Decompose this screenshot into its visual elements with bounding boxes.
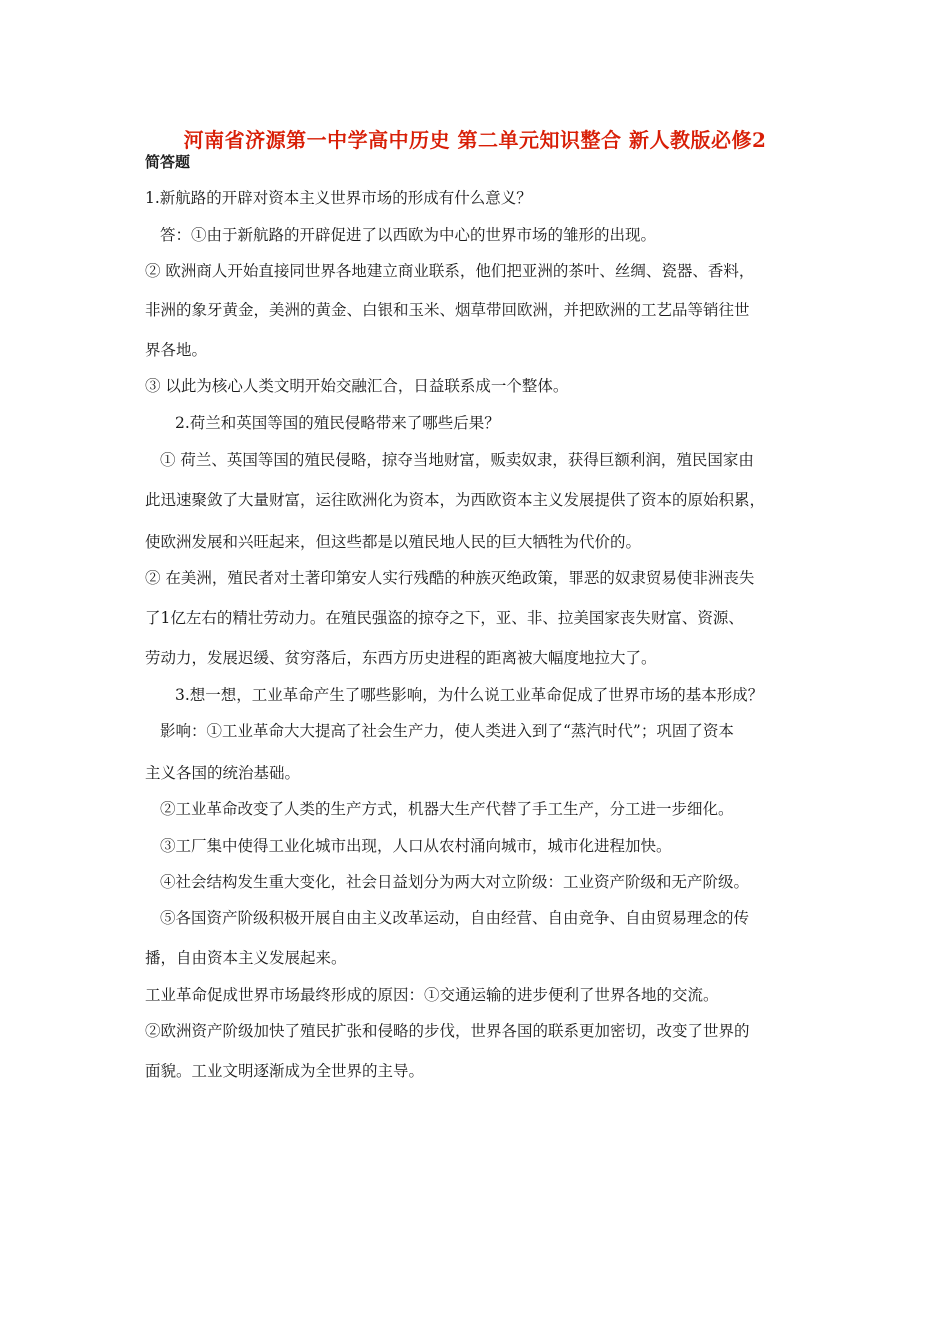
answer-line: 面貌。工业文明逐渐成为全世界的主导。 bbox=[145, 1062, 425, 1080]
answer-line: ②欧洲资产阶级加快了殖民扩张和侵略的步伐，世界各国的联系更加密切，改变了世界的 bbox=[145, 1022, 750, 1040]
section-heading: 简答题 bbox=[145, 153, 191, 171]
answer-line: 界各地。 bbox=[145, 341, 208, 359]
answer-line: 主义各国的统治基础。 bbox=[145, 764, 301, 782]
answer-line: 了1亿左右的精壮劳动力。在殖民强盗的掠夺之下，亚、非、拉美国家丧失财富、资源、 bbox=[145, 609, 744, 627]
answer-line: ① 荷兰、英国等国的殖民侵略，掠夺当地财富，贩卖奴隶，获得巨额利润，殖民国家由 bbox=[160, 451, 754, 469]
answer-line: ⑤各国资产阶级积极开展自由主义改革运动，自由经营、自由竞争、自由贸易理念的传 bbox=[160, 909, 750, 927]
answer-line: 答：①由于新航路的开辟促进了以西欧为中心的世界市场的雏形的出现。 bbox=[160, 226, 657, 244]
answer-line: 使欧洲发展和兴旺起来，但这些都是以殖民地人民的巨大牺牲为代价的。 bbox=[145, 533, 642, 551]
answer-line: ③工厂集中使得工业化城市出现，人口从农村涌向城市，城市化进程加快。 bbox=[160, 837, 672, 855]
question-3: 3.想一想，工业革命产生了哪些影响，为什么说工业革命促成了世界市场的基本形成？ bbox=[175, 686, 764, 704]
answer-line: 非洲的象牙黄金，美洲的黄金、白银和玉米、烟草带回欧洲，并把欧洲的工艺品等销往世 bbox=[145, 301, 750, 319]
question-2: 2.荷兰和英国等国的殖民侵略带来了哪些后果？ bbox=[175, 414, 500, 432]
document-title: 河南省济源第一中学高中历史 第二单元知识整合 新人教版必修2 bbox=[183, 128, 767, 152]
answer-line: 影响：①工业革命大大提高了社会生产力，使人类进入到了“蒸汽时代”；巩固了资本 bbox=[160, 722, 734, 740]
answer-line: ②工业革命改变了人类的生产方式，机器大生产代替了手工生产，分工进一步细化。 bbox=[160, 800, 734, 818]
answer-line: 工业革命促成世界市场最终形成的原因：①交通运输的进步便利了世界各地的交流。 bbox=[145, 986, 719, 1004]
answer-line: ② 在美洲，殖民者对土著印第安人实行残酷的种族灭绝政策，罪恶的奴隶贸易使非洲丧失 bbox=[145, 569, 755, 587]
answer-line: 播，自由资本主义发展起来。 bbox=[145, 949, 347, 967]
answer-line: ② 欧洲商人开始直接同世界各地建立商业联系，他们把亚洲的茶叶、丝绸、瓷器、香料， bbox=[145, 262, 755, 280]
question-1: 1.新航路的开辟对资本主义世界市场的形成有什么意义？ bbox=[145, 189, 532, 207]
answer-line: 此迅速聚敛了大量财富，运往欧洲化为资本，为西欧资本主义发展提供了资本的原始积累， bbox=[145, 491, 766, 509]
answer-line: ④社会结构发生重大变化，社会日益划分为两大对立阶级：工业资产阶级和无产阶级。 bbox=[160, 873, 750, 891]
answer-line: ③ 以此为核心人类文明开始交融汇合，日益联系成一个整体。 bbox=[145, 377, 569, 395]
answer-line: 劳动力，发展迟缓、贫穷落后，东西方历史进程的距离被大幅度地拉大了。 bbox=[145, 649, 657, 667]
